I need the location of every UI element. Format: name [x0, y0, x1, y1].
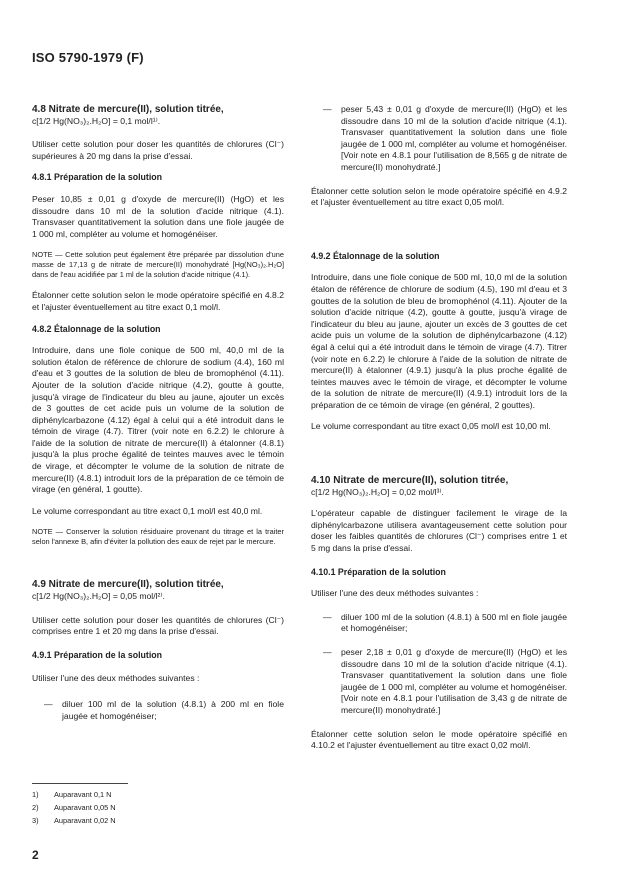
section-title-4-10: 4.10 Nitrate de mercure(II), solution titrée, [311, 475, 509, 487]
section-title-4-8-1: 4.8.1 Préparation de la solution [32, 172, 163, 183]
section-title-4-9-1: 4.9.1 Préparation de la solution [32, 649, 163, 660]
list-item [311, 612, 567, 635]
footnote-text: Auparavant 0,1 N [54, 790, 112, 799]
left-column [32, 104, 284, 722]
footnote-number: 3) [32, 816, 39, 825]
footnote-divider [32, 783, 128, 784]
paragraph: Utiliser l'une des deux méthodes suivantes : [32, 673, 200, 684]
paragraph: Utiliser l'une des deux méthodes suivantes : [311, 588, 479, 599]
section-title-4-8: 4.8 Nitrate de mercure(II), solution titrée, [32, 104, 224, 115]
list-item-text: diluer 100 ml de la solution (4.8.1) à 200 ml en fiole jaugée et homogénéiser; [62, 699, 284, 721]
footnote-text: Auparavant 0,05 N [54, 803, 116, 812]
page-number: 2 [32, 848, 39, 862]
paragraph: Introduire, dans une fiole conique de 500 ml, 40,0 ml de la solution étalon de référence de chlorure de sodium (4.4), 160 ml d'eau et 3 gouttes de la solution de bleu de bromophénol (4.11). Ajouter de la solution d'acide nitrique (4.2), goutte à goutte, jusqu'à virage de l'indicateur du bleu au jaune, ajouter un excès de 3 gouttes de cet acide puis un volume de la solution de diphénylcarbazone (4.12) égal à celui qui a été introduit dans le témoin de virage (4.7). Titrer (voir note en 6.2.2) le chlorure à l'aide de la solution de nitrate de mercure(II) à étalonner (4.8.1) jusqu'à la plus proche égalité de teintes mauves avec le témoin de virage, et décompter le volume de la solution de nitrate de mercure(II) (4.8.1) introduit lors de la préparation de ce témoin de virage (en général, 1 goutte). [32, 345, 284, 495]
formula-4-8: c[1/2 Hg(NO₃)₂.H₂O] = 0,1 mol/l¹⁾. [32, 115, 161, 126]
list-item-text: peser 2,18 ± 0,01 g d'oxyde de mercure(II) (HgO) et les dissoudre dans 10 ml de la solution d'acide nitrique (4.1). Transvaser quantitativement la solution dans une fiole jaugée de 1 000 ml, compléter au volume et homogénéiser. [Voir note en 4.8.1 pour l'utilisation de 3,43 g de nitrate de mercure(II) monohydraté.] [341, 647, 567, 715]
section-title-4-10-1: 4.10.1 Préparation de la solution [311, 566, 446, 577]
paragraph: Le volume correspondant au titre exact 0,1 mol/l est 40,0 ml. [32, 505, 263, 516]
list-item-text: peser 5,43 ± 0,01 g d'oxyde de mercure(II) (HgO) et les dissoudre dans 10 ml de la solution d'acide nitrique (4.1). Transvaser quantitativement la solution dans une fiole jaugée de 1 000 ml, compléter au volume et homogénéiser. [Voir note en 4.8.1 pour l'utilisation de 8,565 g de nitrate de mercure(II) monohydraté.] [341, 104, 567, 172]
footnote [32, 814, 292, 827]
footnote-number: 1) [32, 790, 39, 799]
dash-mark: — [323, 611, 332, 622]
formula-4-9: c[1/2 Hg(NO₃)₂.H₂O] = 0,05 mol/l²⁾. [32, 591, 165, 602]
paragraph: Étalonner cette solution selon le mode opératoire spécifié en 4.8.2 et l'ajuster éventuellement au titre exact 0,1 mol/l. [32, 290, 284, 312]
note: NOTE — Conserver la solution résiduaire provenant du titrage et la traiter selon l'annexe B, afin d'éviter la pollution des eaux de rejet par le mercure. [32, 527, 284, 547]
paragraph: L'opérateur capable de distinguer facilement le virage de la diphénylcarbazone utilisera avantageusement cette solution pour doser les faibles quantités de chlorures (Cl⁻) comprises entre 1 et 5 mg dans la prise d'essai. [311, 508, 567, 554]
formula-4-10: c[1/2 Hg(NO₃)₂.H₂O] = 0,02 mol/l³⁾. [311, 486, 444, 497]
list-item-text: diluer 100 ml de la solution (4.8.1) à 500 ml en fiole jaugée et homogénéiser; [341, 611, 567, 634]
list-item [32, 699, 284, 722]
page-header: ISO 5790-1979 (F) [32, 50, 144, 65]
section-title-4-8-2: 4.8.2 Étalonnage de la solution [32, 323, 161, 334]
paragraph: Peser 10,85 ± 0,01 g d'oxyde de mercure(II) (HgO) et les dissoudre dans 10 ml de la solution d'acide nitrique (4.1). Transvaser quantitativement la solution dans une fiole jaugée de 1 000 ml, compléter au volume et homogénéiser. [32, 193, 284, 239]
paragraph: Le volume correspondant au titre exact 0,05 mol/l est 10,00 ml. [311, 421, 551, 432]
list-item [311, 104, 567, 174]
paragraph: Étalonner cette solution selon le mode opératoire spécifié en 4.9.2 et l'ajuster éventuellement au titre exact 0,05 mol/l. [311, 185, 567, 208]
right-column [311, 104, 567, 752]
paragraph: Utiliser cette solution pour doser les quantités de chlorures (Cl⁻) comprises entre 1 et 20 mg dans la prise d'essai. [32, 614, 284, 637]
footnote-number: 2) [32, 803, 39, 812]
note: NOTE — Cette solution peut également être préparée par dissolution d'une masse de 17,13 g de nitrate de mercure(II) monohydraté [Hg(NO₃)₂.H₂O] dans de l'eau acidifiée par 1 ml de la solution d'acide nitrique (4.1). [32, 250, 284, 280]
footnote-text: Auparavant 0,02 N [54, 816, 116, 825]
list-item [311, 647, 567, 717]
dash-mark: — [323, 647, 332, 657]
footnotes [32, 783, 292, 827]
paragraph: Introduire, dans une fiole conique de 500 ml, 10,0 ml de la solution étalon de référence de chlorure de sodium (4.5), 190 ml d'eau et 3 gouttes de la solution de bleu de bromophénol (4.11). Ajouter de la solution d'acide nitrique (4.2), goutte à goutte, jusqu'à virage de l'indicateur du bleu au jaune, ajouter un excès de 3 gouttes de cet acide puis un volume de la solution de diphénylcarbazone (4.12) égal à celui qui a été introduit dans le témoin de virage (4.7). Titrer (voir note en 6.2.2) le chlorure à l'aide de la solution de nitrate de mercure(II) à étalonner (4.9.1) jusqu'à la plus proche égalité de teintes mauves avec le témoin de virage, et décompter le volume de la solution de nitrate de mercure(II) (4.9.1) introduit lors de la préparation de ce témoin de virage (en général, 2 gouttes). [311, 272, 567, 410]
section-title-4-9: 4.9 Nitrate de mercure(II), solution titrée, [32, 579, 224, 591]
paragraph: Étalonner cette solution selon le mode opératoire spécifié en 4.10.2 et l'ajuster éventuellement au titre exact 0,02 mol/l. [311, 728, 567, 751]
paragraph: Utiliser cette solution pour doser les quantités de chlorures (Cl⁻) supérieures à 20 mg dans la prise d'essai. [32, 139, 284, 161]
dash-mark: — [323, 104, 332, 114]
section-title-4-9-2: 4.9.2 Étalonnage de la solution [311, 250, 440, 261]
footnote [32, 788, 292, 801]
footnote [32, 801, 292, 814]
dash-mark: — [44, 699, 53, 709]
